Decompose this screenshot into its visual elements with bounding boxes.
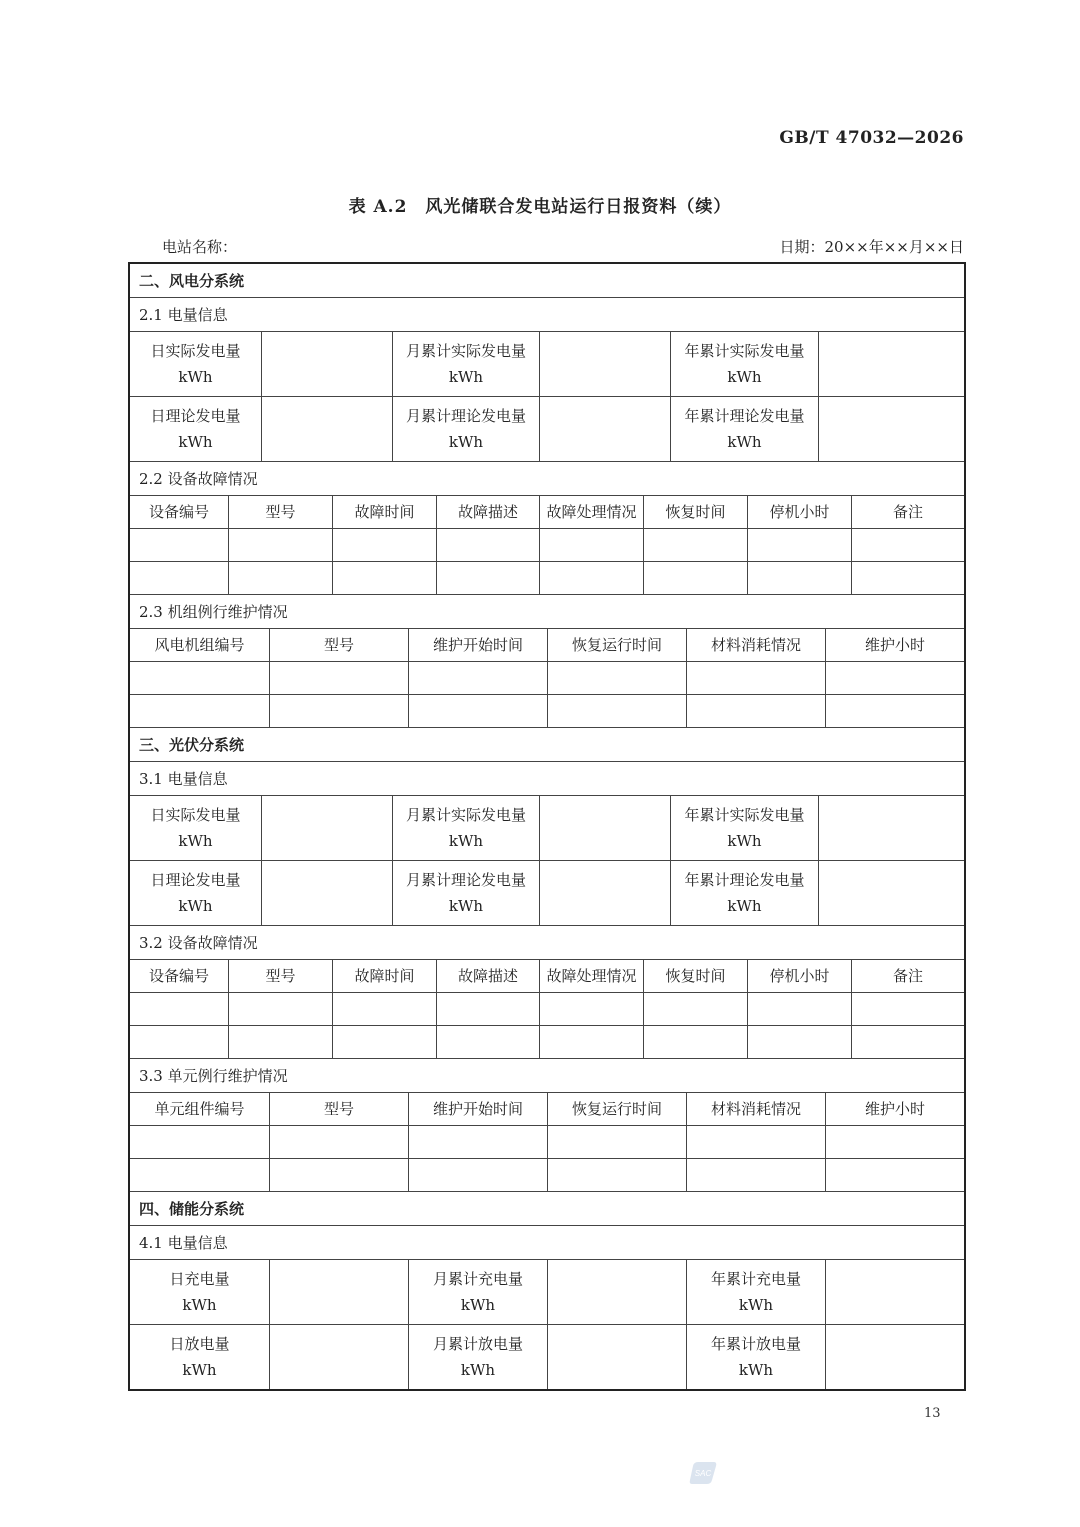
- column-header: 故障描述: [436, 496, 539, 528]
- subsection-title: 3.3 单元例行维护情况: [139, 1066, 288, 1085]
- table-cell[interactable]: [825, 1126, 964, 1158]
- table-row: [130, 1025, 964, 1058]
- table-cell[interactable]: [851, 1026, 964, 1058]
- energy-value-cell[interactable]: [818, 796, 964, 860]
- energy-label: 年累计理论发电量: [684, 871, 805, 889]
- column-header: 故障时间: [332, 496, 436, 528]
- energy-unit: kWh: [738, 1361, 774, 1379]
- column-header: 维护开始时间: [408, 1093, 547, 1125]
- table-cell[interactable]: [269, 1159, 408, 1191]
- table-row: [130, 694, 964, 727]
- fault-header-row: [130, 959, 964, 992]
- table-cell[interactable]: [408, 1159, 547, 1191]
- energy-label: 年累计实际发电量: [684, 342, 805, 360]
- energy-unit: kWh: [448, 832, 484, 850]
- table-row: [130, 528, 964, 561]
- table-cell[interactable]: [643, 993, 747, 1025]
- table-cell[interactable]: [130, 562, 228, 594]
- energy-unit: kWh: [178, 897, 213, 915]
- column-header: 备注: [851, 960, 964, 992]
- subsection-row: [130, 461, 964, 495]
- table-cell[interactable]: [747, 529, 851, 561]
- maintenance-header-row: [130, 1092, 964, 1125]
- column-header: 设备编号: [148, 503, 209, 521]
- table-cell[interactable]: [825, 1159, 964, 1191]
- daily-report-table: [128, 262, 966, 1391]
- energy-value-cell[interactable]: [539, 861, 670, 925]
- table-cell[interactable]: [130, 529, 228, 561]
- energy-unit: kWh: [182, 1296, 217, 1314]
- table-cell[interactable]: [269, 1126, 408, 1158]
- table-row: [130, 1158, 964, 1191]
- energy-unit: kWh: [727, 368, 762, 386]
- table-cell[interactable]: [228, 562, 332, 594]
- energy-label-cell: [670, 332, 818, 396]
- energy-unit: kWh: [727, 897, 762, 915]
- column-header: 恢复时间: [643, 496, 747, 528]
- column-header: 设备编号: [148, 967, 209, 985]
- table-cell[interactable]: [686, 695, 825, 727]
- energy-row: [130, 860, 964, 925]
- energy-row: [130, 1324, 964, 1389]
- table-cell[interactable]: [228, 993, 332, 1025]
- subsection-title: 3.1 电量信息: [139, 769, 228, 788]
- energy-unit: kWh: [727, 433, 762, 451]
- column-header: 型号: [228, 496, 332, 528]
- table-cell[interactable]: [547, 1126, 686, 1158]
- fault-header-row: [130, 495, 964, 528]
- table-cell[interactable]: [851, 562, 964, 594]
- table-cell[interactable]: [269, 695, 408, 727]
- subsection-title: 2.2 设备故障情况: [139, 469, 258, 488]
- subsection-row: [130, 761, 964, 795]
- table-cell[interactable]: [539, 562, 643, 594]
- energy-label: 日理论发电量: [150, 871, 241, 889]
- table-cell[interactable]: [332, 1026, 436, 1058]
- table-cell[interactable]: [130, 695, 269, 727]
- table-cell[interactable]: [539, 993, 643, 1025]
- column-header: 恢复运行时间: [547, 1093, 686, 1125]
- energy-unit: kWh: [460, 1296, 496, 1314]
- table-cell[interactable]: [130, 993, 228, 1025]
- subsection-title: 2.3 机组例行维护情况: [139, 602, 288, 621]
- energy-value-cell[interactable]: [539, 332, 670, 396]
- energy-label-cell: [392, 861, 539, 925]
- energy-label: 年累计理论发电量: [684, 407, 805, 425]
- column-header: 恢复时间: [643, 960, 747, 992]
- energy-label: 月累计理论发电量: [405, 407, 526, 425]
- table-cell[interactable]: [228, 1026, 332, 1058]
- section-title: 二、风电分系统: [139, 271, 245, 290]
- table-cell[interactable]: [825, 695, 964, 727]
- energy-unit: kWh: [182, 1361, 217, 1379]
- table-cell[interactable]: [408, 662, 547, 694]
- maintenance-header-row: [130, 628, 964, 661]
- energy-label: 日实际发电量: [150, 342, 241, 360]
- column-header: 维护小时: [825, 629, 964, 661]
- table-cell[interactable]: [747, 562, 851, 594]
- energy-label-cell: [408, 1325, 547, 1389]
- table-row: [130, 661, 964, 694]
- energy-label-cell: [392, 796, 539, 860]
- table-cell[interactable]: [747, 1026, 851, 1058]
- table-cell[interactable]: [269, 662, 408, 694]
- energy-row: [130, 1259, 964, 1324]
- table-cell[interactable]: [851, 529, 964, 561]
- table-cell[interactable]: [436, 529, 539, 561]
- table-cell[interactable]: [408, 695, 547, 727]
- energy-unit: kWh: [178, 368, 213, 386]
- table-cell[interactable]: [686, 1126, 825, 1158]
- table-cell[interactable]: [686, 1159, 825, 1191]
- subsection-row: [130, 1225, 964, 1259]
- table-cell[interactable]: [332, 993, 436, 1025]
- energy-label-cell: [670, 796, 818, 860]
- table-row: [130, 992, 964, 1025]
- table-cell[interactable]: [436, 993, 539, 1025]
- column-header: 风电机组编号: [154, 636, 245, 654]
- energy-value-cell[interactable]: [539, 796, 670, 860]
- table-title: 表 A.2 风光储联合发电站运行日报资料（续）: [348, 197, 732, 217]
- energy-label: 年累计充电量: [710, 1270, 801, 1288]
- column-header: 维护开始时间: [408, 629, 547, 661]
- section-row: [130, 727, 964, 761]
- table-cell[interactable]: [825, 662, 964, 694]
- table-cell[interactable]: [547, 695, 686, 727]
- table-row: [130, 561, 964, 594]
- energy-row: [130, 396, 964, 461]
- table-cell[interactable]: [436, 562, 539, 594]
- section-row: [130, 1191, 964, 1225]
- table-row: [130, 1125, 964, 1158]
- energy-unit: kWh: [727, 832, 762, 850]
- table-cell[interactable]: [747, 993, 851, 1025]
- table-cell[interactable]: [130, 662, 269, 694]
- energy-unit: kWh: [178, 433, 213, 451]
- energy-label-cell: [408, 1260, 547, 1324]
- energy-value-cell[interactable]: [261, 861, 392, 925]
- table-cell[interactable]: [643, 1026, 747, 1058]
- subsection-row: [130, 594, 964, 628]
- table-cell[interactable]: [130, 1126, 269, 1158]
- energy-label-cell: [130, 332, 261, 396]
- table-cell[interactable]: [130, 1026, 228, 1058]
- column-header: 型号: [228, 960, 332, 992]
- energy-label-cell: [686, 1325, 825, 1389]
- table-cell[interactable]: [547, 662, 686, 694]
- date-label: 日期：20××年××月××日: [779, 238, 964, 256]
- energy-value-cell[interactable]: [269, 1260, 408, 1324]
- column-header: 停机小时: [747, 496, 851, 528]
- table-cell[interactable]: [643, 562, 747, 594]
- page-number: 13: [924, 1406, 941, 1421]
- table-cell[interactable]: [130, 1159, 269, 1191]
- energy-value-cell[interactable]: [818, 397, 964, 461]
- energy-label: 日理论发电量: [150, 407, 241, 425]
- energy-unit: kWh: [460, 1361, 496, 1379]
- subsection-title: 3.2 设备故障情况: [139, 933, 258, 952]
- table-cell[interactable]: [332, 529, 436, 561]
- subsection-row: [130, 297, 964, 331]
- table-cell[interactable]: [851, 993, 964, 1025]
- energy-label: 月累计理论发电量: [405, 871, 526, 889]
- energy-row: [130, 331, 964, 396]
- energy-value-cell[interactable]: [825, 1325, 964, 1389]
- subsection-row: [130, 1058, 964, 1092]
- subsection-row: [130, 925, 964, 959]
- column-header: 停机小时: [747, 960, 851, 992]
- column-header: 备注: [851, 496, 964, 528]
- energy-value-cell[interactable]: [818, 332, 964, 396]
- table-cell[interactable]: [643, 529, 747, 561]
- energy-label: 年累计实际发电量: [684, 806, 805, 824]
- energy-unit: kWh: [448, 897, 484, 915]
- energy-value-cell[interactable]: [261, 332, 392, 396]
- station-name-label: 电站名称：: [162, 238, 238, 256]
- energy-label-cell: [130, 861, 261, 925]
- sac-logo-text: SAC: [694, 1469, 712, 1478]
- energy-label: 月累计充电量: [432, 1270, 523, 1288]
- energy-row: [130, 795, 964, 860]
- column-header: 故障时间: [332, 960, 436, 992]
- column-header: 维护小时: [825, 1093, 964, 1125]
- section-row: [130, 264, 964, 297]
- subsection-title: 4.1 电量信息: [139, 1233, 228, 1252]
- table-cell[interactable]: [408, 1126, 547, 1158]
- column-header: 故障处理情况: [539, 496, 643, 528]
- energy-label: 月累计实际发电量: [405, 342, 526, 360]
- energy-label: 年累计放电量: [710, 1335, 801, 1353]
- section-title: 三、光伏分系统: [139, 735, 245, 754]
- energy-label: 月累计实际发电量: [405, 806, 526, 824]
- table-cell[interactable]: [539, 529, 643, 561]
- energy-label-cell: [130, 397, 261, 461]
- energy-value-cell[interactable]: [539, 397, 670, 461]
- column-header: 型号: [269, 1093, 408, 1125]
- energy-label-cell: [392, 332, 539, 396]
- column-header: 材料消耗情况: [686, 1093, 825, 1125]
- energy-value-cell[interactable]: [261, 796, 392, 860]
- energy-value-cell[interactable]: [261, 397, 392, 461]
- energy-label: 日实际发电量: [150, 806, 241, 824]
- column-header: 故障处理情况: [539, 960, 643, 992]
- energy-label-cell: [130, 796, 261, 860]
- subsection-title: 2.1 电量信息: [139, 305, 228, 324]
- column-header: 材料消耗情况: [686, 629, 825, 661]
- energy-label: 月累计放电量: [432, 1335, 523, 1353]
- energy-value-cell[interactable]: [547, 1260, 686, 1324]
- table-cell[interactable]: [436, 1026, 539, 1058]
- standard-code: GB/T 47032—2026: [779, 128, 964, 148]
- energy-unit: kWh: [448, 433, 484, 451]
- energy-label-cell: [686, 1260, 825, 1324]
- energy-label: 日充电量: [169, 1270, 230, 1288]
- energy-value-cell[interactable]: [818, 861, 964, 925]
- table-cell[interactable]: [332, 562, 436, 594]
- sac-logo-icon: [688, 1460, 718, 1486]
- column-header: 型号: [269, 629, 408, 661]
- column-header: 单元组件编号: [154, 1100, 245, 1118]
- table-cell[interactable]: [547, 1159, 686, 1191]
- energy-label-cell: [130, 1325, 269, 1389]
- energy-value-cell[interactable]: [269, 1325, 408, 1389]
- energy-unit: kWh: [738, 1296, 774, 1314]
- energy-unit: kWh: [178, 832, 213, 850]
- energy-unit: kWh: [448, 368, 484, 386]
- column-header: 故障描述: [436, 960, 539, 992]
- energy-label-cell: [670, 861, 818, 925]
- table-cell[interactable]: [686, 662, 825, 694]
- table-cell[interactable]: [228, 529, 332, 561]
- column-header: 恢复运行时间: [547, 629, 686, 661]
- energy-label: 日放电量: [169, 1335, 230, 1353]
- energy-value-cell[interactable]: [825, 1260, 964, 1324]
- energy-label-cell: [130, 1260, 269, 1324]
- energy-label-cell: [670, 397, 818, 461]
- section-title: 四、储能分系统: [139, 1199, 245, 1218]
- energy-label-cell: [392, 397, 539, 461]
- table-cell[interactable]: [539, 1026, 643, 1058]
- energy-value-cell[interactable]: [547, 1325, 686, 1389]
